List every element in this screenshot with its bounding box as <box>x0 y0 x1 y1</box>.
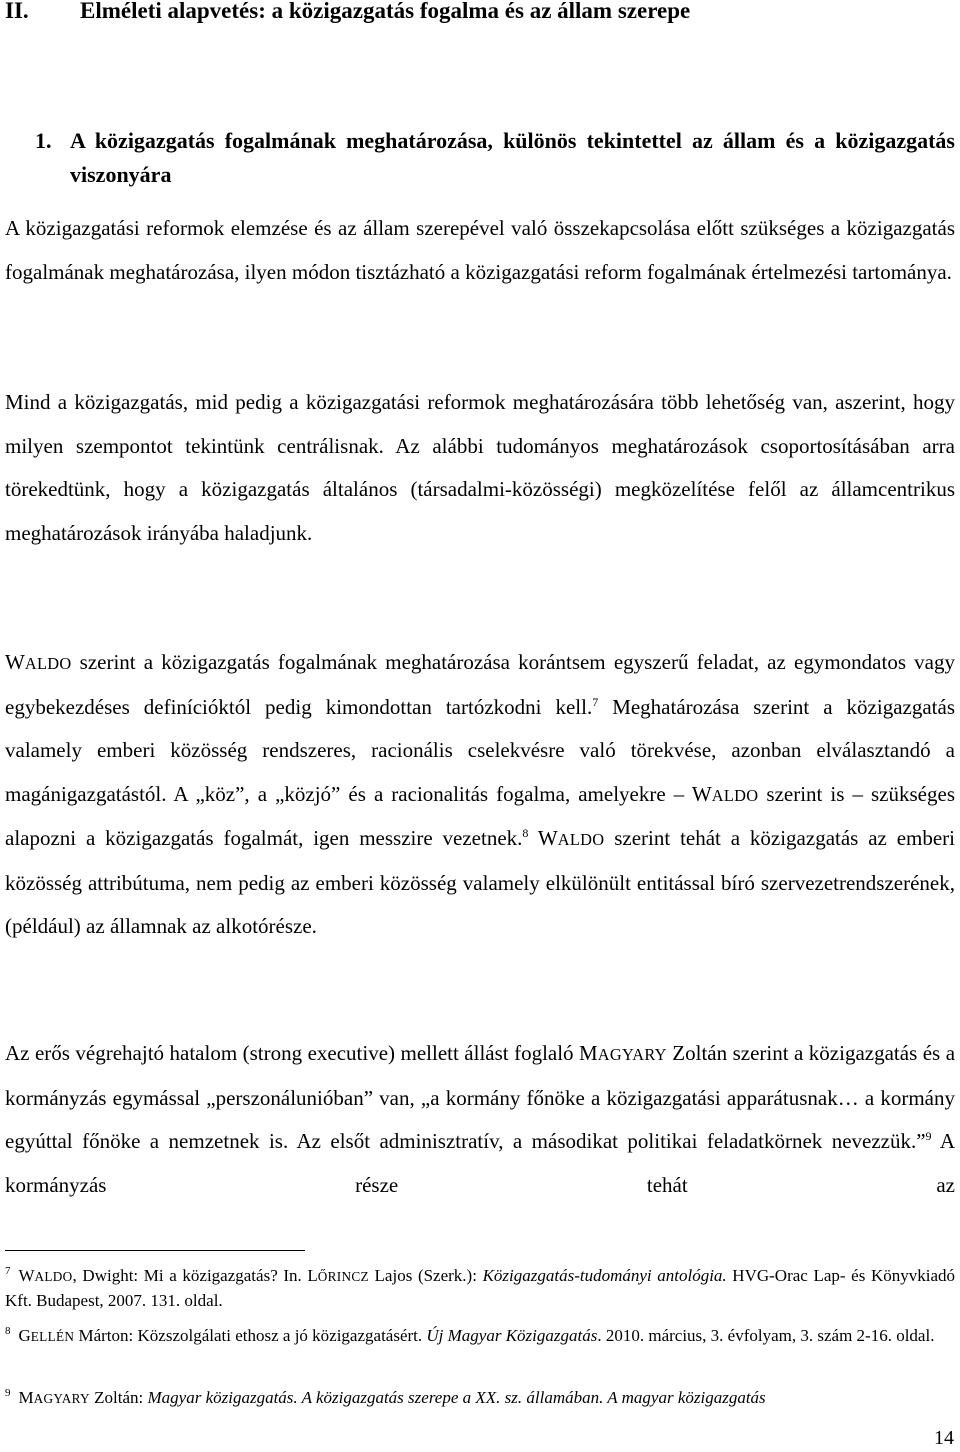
author-magyary-initial: M <box>579 1041 598 1065</box>
page-number: 14 <box>934 1427 954 1449</box>
paragraph-2: Mind a közigazgatás, mid pedig a közigazgatási reformok meghatározására több lehetőség van, aszerint, hogy milyen szempontot tekintünk centrálisnak. Az alábbi tudományos meghatározások csoportosításában arra törekedtünk, hogy a közigazgatás általános (társadalmi-közösségi) megközelítése felől az államcentrikus meghatározások irányába haladjunk. <box>5 390 955 545</box>
author-magyary-smallcaps: AGYARY <box>597 1045 667 1064</box>
author-waldo-smallcaps: ALDO <box>24 654 72 673</box>
editor-smallcaps: ŐRINCZ <box>317 1269 369 1284</box>
author-smallcaps: ELLÉN <box>30 1329 75 1344</box>
footnote-8 <box>5 1324 955 1349</box>
paragraph-3-part-d: szerint tehát a közigazgatás az emberi közösség attribútuma, nem pedig az emberi közösség valamely elkülönült entitással bíró szervezetrendszerének, (például) az államnak az alkotórésze. <box>5 826 956 938</box>
paragraph-3-part-a: szerint a közigazgatás fogalmának meghatározása korántsem egyszerű feladat, az egymondatos vagy egybekezdéses definícióktól pedig kimondottan tartózkodni kell. <box>5 650 955 719</box>
footnote-text: Zoltán: <box>89 1388 148 1407</box>
footnote-separator <box>5 1250 305 1251</box>
footnote-number: 9 <box>5 1387 11 1400</box>
footnote-number: 7 <box>5 1265 11 1278</box>
footnote-number: 8 <box>5 1325 11 1338</box>
author-initial: W <box>18 1266 35 1285</box>
paragraph-3-part-c: szerint is – szükséges alapozni a közigazgatás fogalmát, igen messzire vezetnek. <box>5 781 955 850</box>
chapter-number: II. <box>5 0 29 23</box>
footnote-7 <box>5 1264 955 1313</box>
section-title: A közigazgatás fogalmának meghatározása, különös tekintettel az állam és a közigazgatás viszonyára <box>70 128 955 187</box>
footnote-text: . 2010. március, 3. évfolyam, 3. szám 2-16. oldal. <box>597 1326 935 1345</box>
author-smallcaps: ALDO <box>34 1269 73 1284</box>
section-heading <box>5 124 955 192</box>
paragraph-1: A közigazgatási reformok elemzése és az állam szerepével való összekapcsolása előtt szükséges a közigazgatás fogalmának meghatározása, ilyen módon tisztázható a közigazgatási reform fogalmának értelmezési tartománya. <box>5 216 955 284</box>
editor-initial: L <box>307 1266 318 1285</box>
paragraph-4-part-c: A kormányzás része tehát az <box>5 1129 955 1197</box>
footnote-ref-9[interactable]: 9 <box>925 1129 932 1143</box>
paragraph-4-part-a: Az erős végrehajtó hatalom (strong executive) mellett állást foglaló <box>5 1041 580 1065</box>
author-waldo-initial: W <box>691 781 712 806</box>
paragraph-4 <box>5 1032 955 1207</box>
footnote-ref-7[interactable]: 7 <box>592 694 599 709</box>
footnote-book-title: Közigazgatás-tudományi antológia. <box>482 1266 727 1285</box>
author-waldo-smallcaps: ALDO <box>711 785 759 805</box>
footnote-text: Márton: Közszolgálati ethosz a jó közigazgatásért. <box>74 1326 427 1345</box>
footnote-book-title: Magyar közigazgatás. A közigazgatás szerepe a XX. sz. államában. A magyar közigazgatás <box>147 1388 766 1407</box>
paragraph-3-part-b: Meghatározása szerint a közigazgatás valamely emberi közösség rendszeres, racionális cselekvésre való törekvése, azonban elválasztandó a magánigazgatástól. A „köz”, a „közjó” és a racionalitás fogalma, amelyekre – <box>5 694 955 806</box>
author-waldo-initial: W <box>5 650 25 674</box>
footnote-ref-8[interactable]: 8 <box>522 826 529 840</box>
author-waldo-initial: W <box>537 826 558 850</box>
chapter-heading <box>5 0 955 26</box>
footnote-text: HVG-Orac Lap- és Könyvkiadó Kft. Budapest, 2007. 131. oldal. <box>5 1266 956 1310</box>
footnote-9 <box>5 1386 955 1411</box>
author-initial: M <box>18 1388 34 1407</box>
section-number: 1. <box>35 128 52 153</box>
chapter-title: Elméleti alapvetés: a közigazgatás fogalma és az állam szerepe <box>80 0 691 23</box>
author-smallcaps: AGYARY <box>33 1391 90 1406</box>
footnote-text: Lajos (Szerk.): <box>368 1266 483 1285</box>
author-waldo-smallcaps: ALDO <box>557 830 605 849</box>
footnote-journal-title: Új Magyar Közigazgatás <box>426 1326 598 1345</box>
paragraph-4-part-b: Zoltán szerint a közigazgatás és a kormányzás egymással „perszonálunióban” van, „a kormány főnöke a közigazgatási apparátusnak… a kormány egyúttal főnöke a nemzetnek is. Az elsőt adminisztratív, a másodikat politikai feladatkörnek nevezzük.” <box>5 1041 956 1153</box>
author-initial: G <box>18 1326 31 1345</box>
paragraph-3 <box>5 641 955 949</box>
footnote-text: , Dwight: Mi a közigazgatás? In. <box>72 1266 308 1285</box>
